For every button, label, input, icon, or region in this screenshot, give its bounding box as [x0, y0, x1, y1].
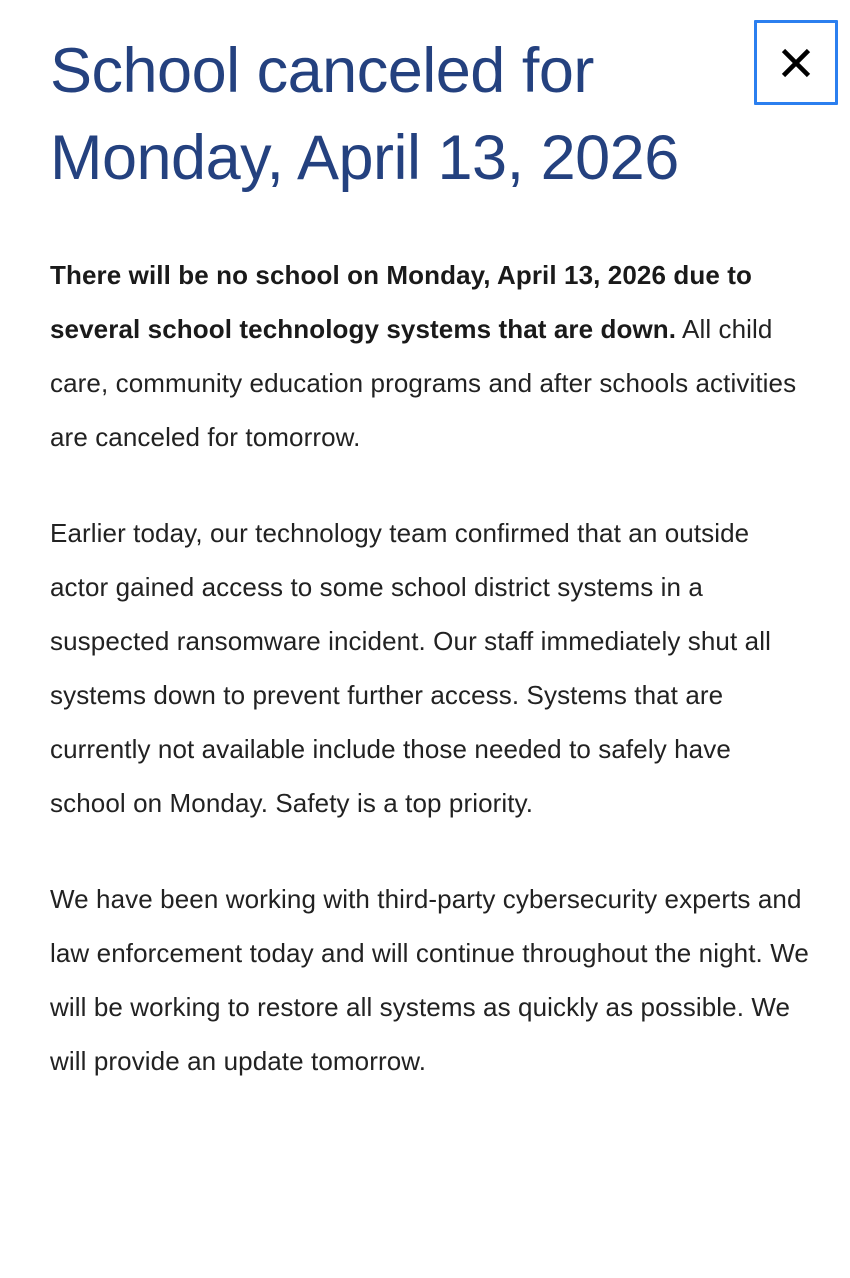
page-title: School canceled for Monday, April 13, 2026 — [50, 36, 679, 193]
close-button[interactable] — [754, 20, 838, 105]
alert-body — [50, 248, 810, 1088]
alert-paragraph-3-text: We have been working with third-party cybersecurity experts and law enforcement today and will continue throughout the night. We will be working to restore all systems as quickly as possible. We will provide an update tomorrow. — [50, 884, 809, 1076]
alert-paragraph-1-rest: All child care, community education programs and after schools activities are canceled for tomorrow. — [50, 314, 797, 452]
alert-paragraph-2 — [50, 506, 810, 830]
alert-paragraph-1-lead: There will be no school on Monday, April 13, 2026 due to several school technology systems that are down. — [50, 260, 752, 344]
alert-paragraph-1 — [50, 248, 810, 464]
close-icon — [779, 46, 813, 80]
alert-paragraph-2-text: Earlier today, our technology team confirmed that an outside actor gained access to some school district systems in a suspected ransomware incident. Our staff immediately shut all systems down to prevent further access. Systems that are currently not available include those needed to safely have school on Monday. Safety is a top priority. — [50, 518, 771, 818]
alert-paragraph-3 — [50, 872, 810, 1088]
